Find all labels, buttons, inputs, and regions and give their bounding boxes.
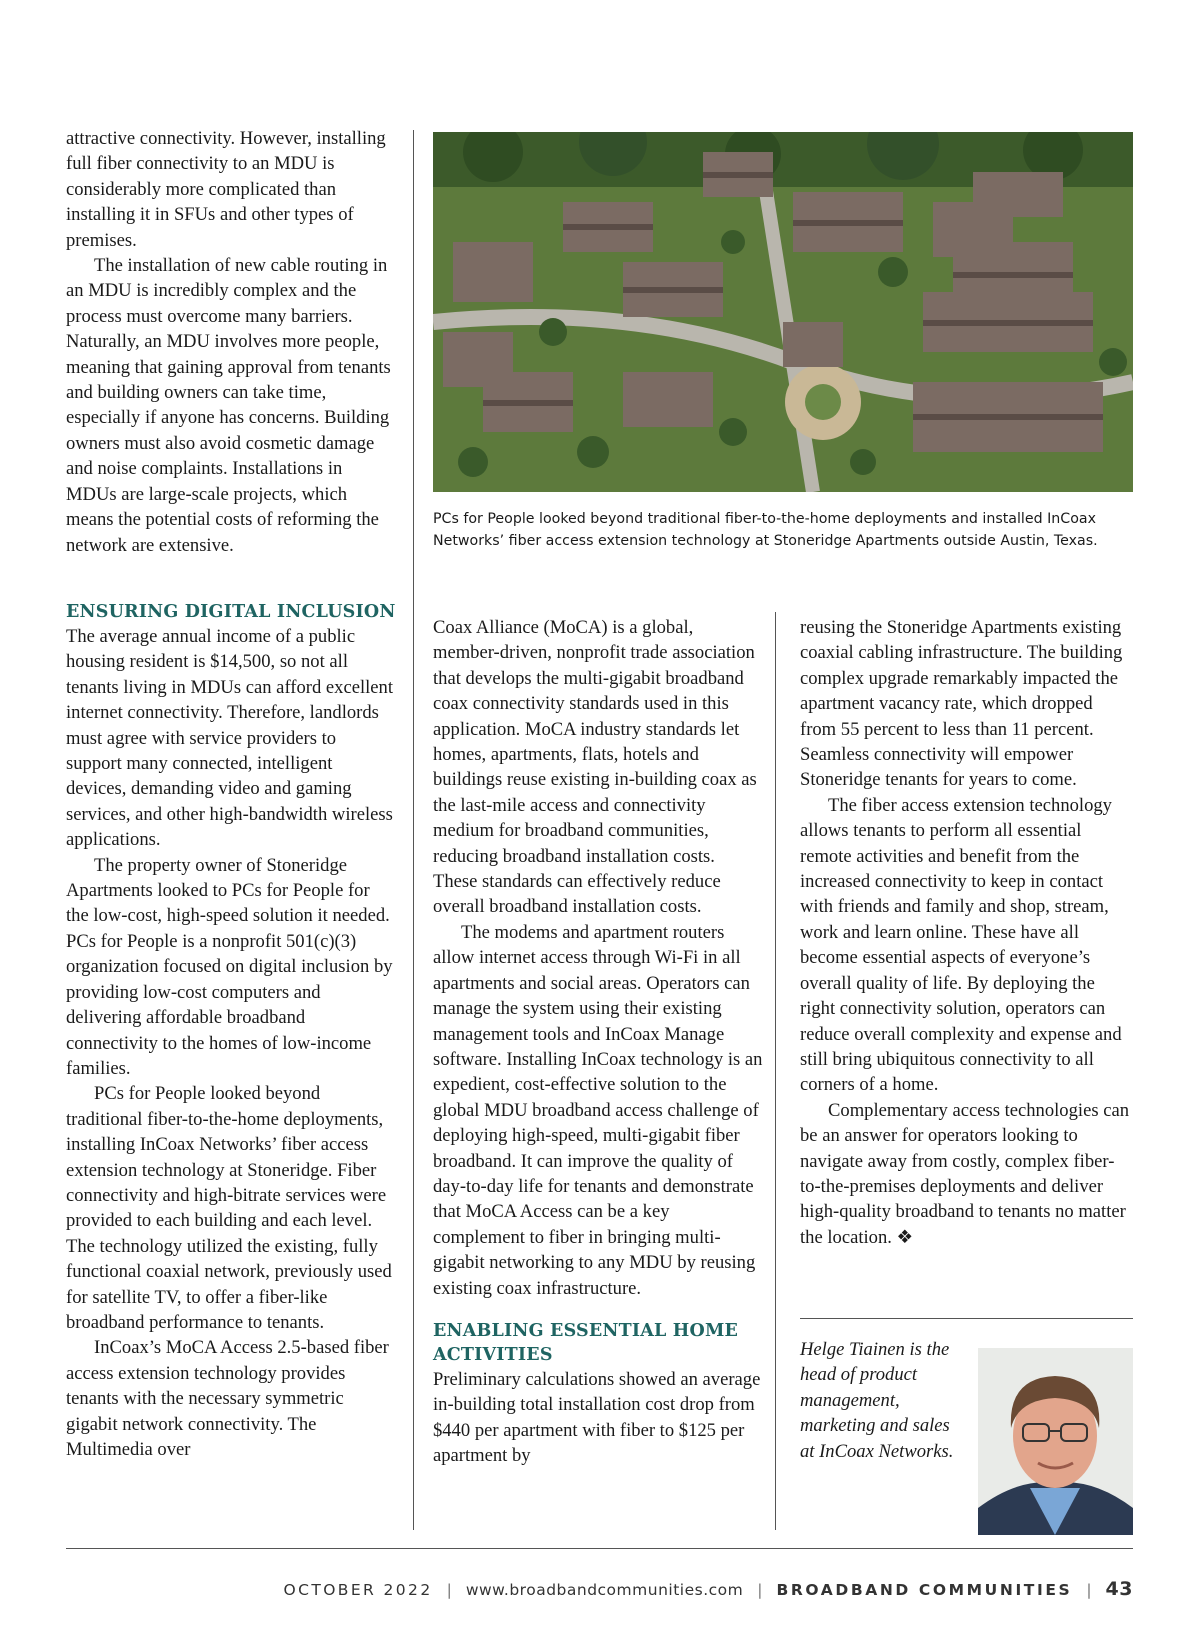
author-bio: Helge Tiainen is the head of product management, marketing and sales at InCoax Networks. [800, 1339, 954, 1462]
body-paragraph: reusing the Stoneridge Apartments existing coaxial cabling infrastructure. The building complex upgrade remarkably impacted the apartment vacancy rate, which dropped from 55 percent to less than 11 percent. Seamless connectivity will empower Stoneridge tenants for years to come. [800, 617, 1123, 791]
column-rule-2 [775, 612, 776, 1530]
section-heading-digital-inclusion: ENSURING DIGITAL INCLUSION [66, 602, 396, 622]
magazine-name: BROADBAND COMMUNITIES [776, 1581, 1073, 1599]
body-paragraph: The average annual income of a public housing resident is $14,500, so not all tenants living in MDUs can afford excellent internet connectivity. Therefore, landlords must agree with service providers to support many connected, intelligent devices, demanding video and gaming services, and other high-bandwidth wireless applications. [66, 626, 394, 851]
body-paragraph: Preliminary calculations showed an average in-building total installation cost drop from $440 per apartment with fiber to $125 per apartment by [433, 1368, 761, 1467]
author-portrait-photo [978, 1348, 1133, 1535]
photo-caption: PCs for People looked beyond traditional fiber-to-the-home deployments and installed InCoax Networks’ fiber access extension technology at Stoneridge Apartments outside Austin, Texas. [433, 511, 1098, 549]
portrait-graphic [978, 1348, 1133, 1535]
body-paragraph: Complementary access technologies can be an answer for operators looking to navigate away from costly, complex fiber-to-the-premises deployments and deliver high-quality broadband to tenants no matter the location. ❖ [800, 1099, 1130, 1248]
column-3 [800, 615, 1133, 1250]
issue-date: OCTOBER 2022 [283, 1581, 433, 1599]
column-rule-1 [413, 130, 414, 1530]
body-paragraph: InCoax’s MoCA Access 2.5-based fiber access extension technology provides tenants with the necessary symmetric gigabit network connectivity. The Multimedia over [66, 1337, 389, 1460]
body-paragraph: PCs for People looked beyond traditional fiber-to-the-home deployments, installing InCoax Networks’ fiber access extension technology at Stoneridge. Fiber connectivity and high-bitrate services were provided to each building and each level. The technology utilized the existing, fully functional coaxial network, previously used for satellite TV, to offer a fiber-like broadband performance to tenants. [66, 1083, 392, 1333]
section-heading-home-activities: ENABLING ESSENTIAL HOME ACTIVITIES [433, 1320, 739, 1365]
page-footer [0, 1578, 1133, 1600]
column-2 [433, 615, 763, 1469]
body-paragraph: The fiber access extension technology allows tenants to perform all essential remote activities and benefit from the increased connectivity to keep in contact with friends and family and shop, stream, work and learn online. These have all become essential aspects of everyone’s overall quality of life. By deploying the right connectivity solution, operators can reduce overall complexity and expense and still bring ubiquitous connectivity to all corners of a home. [800, 794, 1122, 1096]
footer-separator: | [1086, 1581, 1092, 1599]
body-paragraph: The installation of new cable routing in an MDU is incredibly complex and the process must overcome many barriers. Naturally, an MDU involves more people, meaning that gaining approval from tenants and building owners can take time, especially if anyone has concerns. Building owners must also avoid cosmetic damage and noise complaints. Installations in MDUs are large-scale projects, which means the potential costs of reforming the network are extensive. [66, 255, 391, 556]
body-paragraph: The modems and apartment routers allow internet access through Wi-Fi in all apartments and social areas. Operators can manage the system using their existing management tools and InCoax Manage software. Installing InCoax technology is an expedient, cost-effective solution to the global MDU broadband access challenge of deploying high-speed, multi-gigabit fiber broadband. It can improve the quality of day-to-day life for tenants and demonstrate that MoCA Access can be a key complement to fiber in bringing multi-gigabit networking to any MDU by reusing existing coax infrastructure. [433, 921, 763, 1299]
footer-separator: | [757, 1581, 763, 1599]
column-1 [66, 126, 396, 558]
bio-divider [800, 1318, 1133, 1319]
body-paragraph: The property owner of Stoneridge Apartments looked to PCs for People for the low-cost, high-speed solution it needed. PCs for People is a nonprofit 501(c)(3) organization focused on digital inclusion by providing low-cost computers and delivering affordable broadband connectivity to the homes of low-income families. [66, 854, 393, 1079]
website-url: www.broadbandcommunities.com [465, 1581, 744, 1599]
footer-rule [66, 1548, 1133, 1549]
body-paragraph: Coax Alliance (MoCA) is a global, member-driven, nonprofit trade association that develops the multi-gigabit broadband coax connectivity standards used in this application. MoCA industry standards let homes, apartments, flats, hotels and buildings reuse existing in-building coax as the last-mile access and connectivity medium for broadband communities, reducing broadband installation costs. These standards can effectively reduce overall broadband installation costs. [433, 617, 757, 918]
page-number: 43 [1105, 1578, 1133, 1600]
footer-separator: | [446, 1581, 452, 1599]
body-paragraph: attractive connectivity. However, installing full fiber connectivity to an MDU is considerably more complicated than installing it in SFUs and other types of premises. [66, 128, 386, 251]
aerial-photo-stoneridge-apartments [433, 132, 1133, 492]
aerial-photo-graphic [433, 132, 1133, 492]
column-1-lower [66, 600, 396, 1462]
